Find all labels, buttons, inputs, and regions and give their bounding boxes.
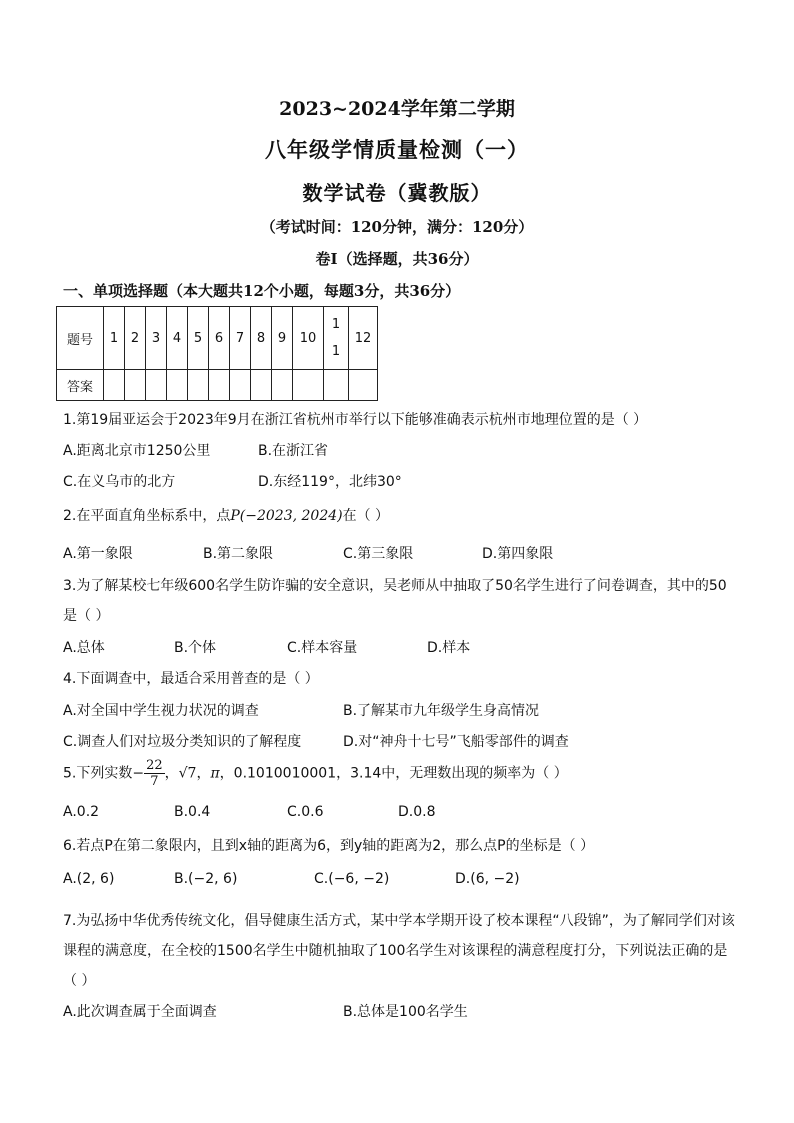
question-6-option-c: C.(−6, −2) [314, 871, 390, 887]
question-5-option-a: A.0.2 [63, 804, 100, 820]
answer-cell[interactable] [324, 370, 349, 401]
answer-cell[interactable] [251, 370, 272, 401]
question-2-stem [63, 505, 389, 525]
question-2-option-a: A.第一象限 [63, 546, 133, 562]
question-7-stem-line2: 课程的满意度，在全校的1500名学生中随机抽取了100名学生对该课程的满意程度打分，下列说法正确的是 [63, 943, 728, 959]
exam-name-title: 八年级学情质量检测（一） [265, 137, 529, 162]
row-label-question-number: 题号 [57, 307, 104, 370]
question-7-option-a: A.此次调查属于全面调查 [63, 1004, 217, 1020]
question-1-option-b: B.在浙江省 [258, 443, 329, 459]
question-6-option-a: A.(2, 6) [63, 871, 115, 887]
question-5-option-d: D.0.8 [398, 804, 436, 820]
answer-table-answer-row [57, 370, 378, 401]
question-number-cell: 6 [209, 307, 230, 370]
question-5-separator: ， [164, 765, 179, 782]
question-number-cell: 5 [188, 307, 209, 370]
question-4-stem: 4.下面调查中，最适合采用普查的是（ ） [63, 671, 319, 687]
question-5-stem [63, 758, 568, 789]
fraction-denominator: 7 [150, 774, 159, 789]
question-5-option-c: C.0.6 [287, 804, 324, 820]
question-number-cell: 3 [146, 307, 167, 370]
answer-cell[interactable] [209, 370, 230, 401]
answer-cell[interactable] [104, 370, 125, 401]
question-6-stem: 6.若点P在第二象限内，且到x轴的距离为6，到y轴的距离为2，那么点P的坐标是（ ） [63, 838, 595, 854]
question-5-option-b: B.0.4 [174, 804, 211, 820]
question-6-option-b: B.(−2, 6) [174, 871, 238, 887]
question-number-cell: 2 [125, 307, 146, 370]
volume-heading: 卷I（选择题，共36分） [315, 250, 479, 268]
question-number-cell: 1 1 [324, 307, 349, 370]
question-number-cell: 9 [272, 307, 293, 370]
question-4-option-a: A.对全国中学生视力状况的调查 [63, 703, 259, 719]
question-1-option-d: D.东经119°，北纬30° [258, 474, 402, 490]
answer-cell[interactable] [125, 370, 146, 401]
answer-cell[interactable] [188, 370, 209, 401]
exam-year-title: 2023~2024学年第二学期 [279, 98, 515, 120]
answer-cell[interactable] [272, 370, 293, 401]
question-5-sqrt-seven: √7 [178, 765, 197, 782]
question-3-stem-line2: 是（ ） [63, 608, 110, 624]
question-1-option-a: A.距离北京市1250公里 [63, 443, 211, 459]
exam-subject-title: 数学试卷（冀教版） [302, 181, 492, 205]
fraction-numerator: 22 [146, 758, 163, 773]
question-2-option-d: D.第四象限 [482, 546, 554, 562]
question-number-cell: 12 [349, 307, 378, 370]
question-number-cell: 10 [293, 307, 324, 370]
question-1-stem: 1.第19届亚运会于2023年9月在浙江省杭州市举行以下能够准确表示杭州市地理位置的是（ ） [63, 412, 648, 428]
answer-cell[interactable] [349, 370, 378, 401]
question-6-option-d: D.(6, −2) [455, 871, 520, 887]
answer-table [56, 306, 378, 401]
question-3-option-a: A.总体 [63, 640, 105, 656]
question-5-minus-sign: − [132, 765, 145, 782]
answer-cell[interactable] [230, 370, 251, 401]
question-2-stem-text: 2.在平面直角坐标系中，点 [63, 508, 231, 524]
answer-cell[interactable] [167, 370, 188, 401]
section-heading: 一、单项选择题（本大题共12个小题，每题3分，共36分） [63, 282, 461, 300]
question-3-option-c: C.样本容量 [287, 640, 358, 656]
question-3-stem-line1: 3.为了解某校七年级600名学生防诈骗的安全意识，吴老师从中抽取了50名学生进行了问卷调查，其中的50 [63, 578, 727, 594]
answer-table-number-row [57, 307, 378, 370]
question-2-stem-tail: 在（ ） [342, 508, 390, 524]
question-4-option-d: D.对“神舟十七号”飞船零部件的调查 [343, 734, 569, 750]
question-7-option-b: B.总体是100名学生 [343, 1004, 468, 1020]
question-number-cell: 7 [230, 307, 251, 370]
question-5-pi: π [210, 765, 220, 782]
question-7-stem-line1: 7.为弘扬中华优秀传统文化，倡导健康生活方式，某中学本学期开设了校本课程“八段锦”，为了解同学们对该 [63, 913, 735, 929]
question-5-stem-tail: ，0.1010010001，3.14中，无理数出现的频率为（ ） [219, 765, 568, 782]
question-3-option-d: D.样本 [427, 640, 471, 656]
question-number-cell: 1 [104, 307, 125, 370]
question-1-option-c: C.在义乌市的北方 [63, 474, 176, 490]
question-4-option-b: B.了解某市九年级学生身高情况 [343, 703, 540, 719]
question-2-option-c: C.第三象限 [343, 546, 414, 562]
answer-cell[interactable] [293, 370, 324, 401]
question-7-stem-line3: （ ） [63, 973, 96, 989]
question-3-option-b: B.个体 [174, 640, 217, 656]
question-5-fraction [144, 758, 165, 789]
question-number-cell: 8 [251, 307, 272, 370]
question-5-stem-text: 5.下列实数 [63, 765, 133, 782]
question-5-separator: ， [196, 765, 211, 782]
answer-cell[interactable] [146, 370, 167, 401]
question-2-option-b: B.第二象限 [203, 546, 274, 562]
row-label-answer: 答案 [57, 370, 104, 401]
exam-time-note: （考试时间：120分钟，满分：120分） [260, 218, 534, 236]
question-4-option-c: C.调查人们对垃圾分类知识的了解程度 [63, 734, 302, 750]
question-number-cell: 4 [167, 307, 188, 370]
question-2-point: P(−2023, 2024) [230, 508, 343, 524]
